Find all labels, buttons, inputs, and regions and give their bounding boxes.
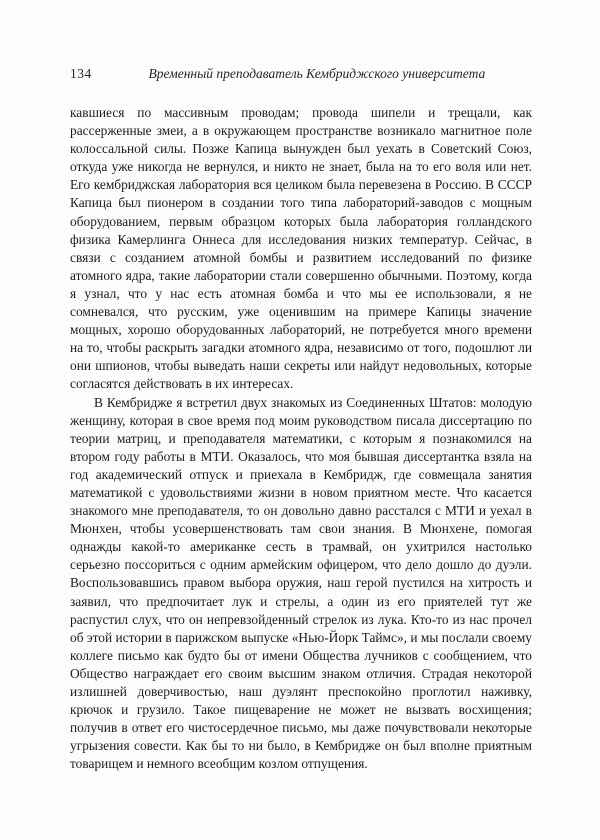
text-block — [70, 66, 532, 773]
running-head — [70, 66, 532, 82]
page-body — [70, 104, 532, 773]
running-title: Временный преподаватель Кембриджского университета — [148, 66, 486, 81]
paragraph: кавшиеся по массивным проводам; провода шипели и трещали, как рассерженные змеи, а в окружающем пространстве возникало магнитное поле колоссальной силы. Позже Капица вынужден был уехать в Советский Союз, откуда уже никогда не вернулся, и никто не знает, была на то его воля или нет. Его кембриджская лаборатория вся целиком была перевезена в Россию. В СССР Капица был пионером в создании того типа лабораторий-заводов с мощным оборудованием, первым образцом которых была лаборатория голландского физика Камерлинга Оннеса для исследования низких температур. Сейчас, в связи с созданием атомной бомбы и развитием исследований по физике атомного ядра, такие лаборатории стали совершенно обычными. Поэтому, когда я узнал, что у нас есть атомная бомба и что мы ее использовали, я не сомневался, что русским, уже оценившим на примере Капицы значение мощных, хорошо оборудованных лабораторий, не потребуется много времени на то, чтобы раскрыть загадки атомного ядра, независимо от того, подошлют ли они шпионов, чтобы выведать наши секреты или найдут недовольных, которые согласятся действовать в их интересах. — [70, 105, 532, 392]
page-number: 134 — [70, 66, 92, 81]
paragraph: В Кембридже я встретил двух знакомых из Соединенных Штатов: молодую женщину, которая в свое время под моим руководством писала диссертацию по теории матриц, и преподавателя математики, с которым я познакомился на втором году работы в МТИ. Оказалось, что моя бывшая диссертантка взяла на год академический отпуск и приехала в Кембридж, где совмещала занятия математикой с удовольствиями жизни в новом приятном месте. Что касается знакомого мне преподавателя, то он довольно давно расстался с МТИ и уехал в Мюнхен, чтобы усовершенствовать там свои знания. В Мюнхене, помогая однажды какой-то американке сесть в трамвай, он ухитрился настолько серьезно поссориться с одним армейским офицером, что дело дошло до дуэли. Воспользовавшись правом выбора оружия, наш герой пустился на хитрость и заявил, что предпочитает лук и стрелы, а один из его приятелей тут же распустил слух, что он непревзойденный стрелок из лука. Кто-то из нас прочел об этой истории в парижском выпуске «Нью-Йорк Таймс», и мы послали своему коллеге письмо как будто бы от имени Общества лучников с сообщением, что Общество награждает его своим высшим знаком отличия. Страдая некоторой излишней доверчивостью, наш дуэлянт преспокойно проглотил наживку, крючок и грузило. Такое пищеварение не может не вызвать восхищения; получив в ответ его чистосердечное письмо, мы даже почувствовали некоторые угрызения совести. Как бы то ни было, в Кембридже он был вполне приятным товарищем и немного всеобщим козлом отпущения. — [70, 394, 532, 772]
